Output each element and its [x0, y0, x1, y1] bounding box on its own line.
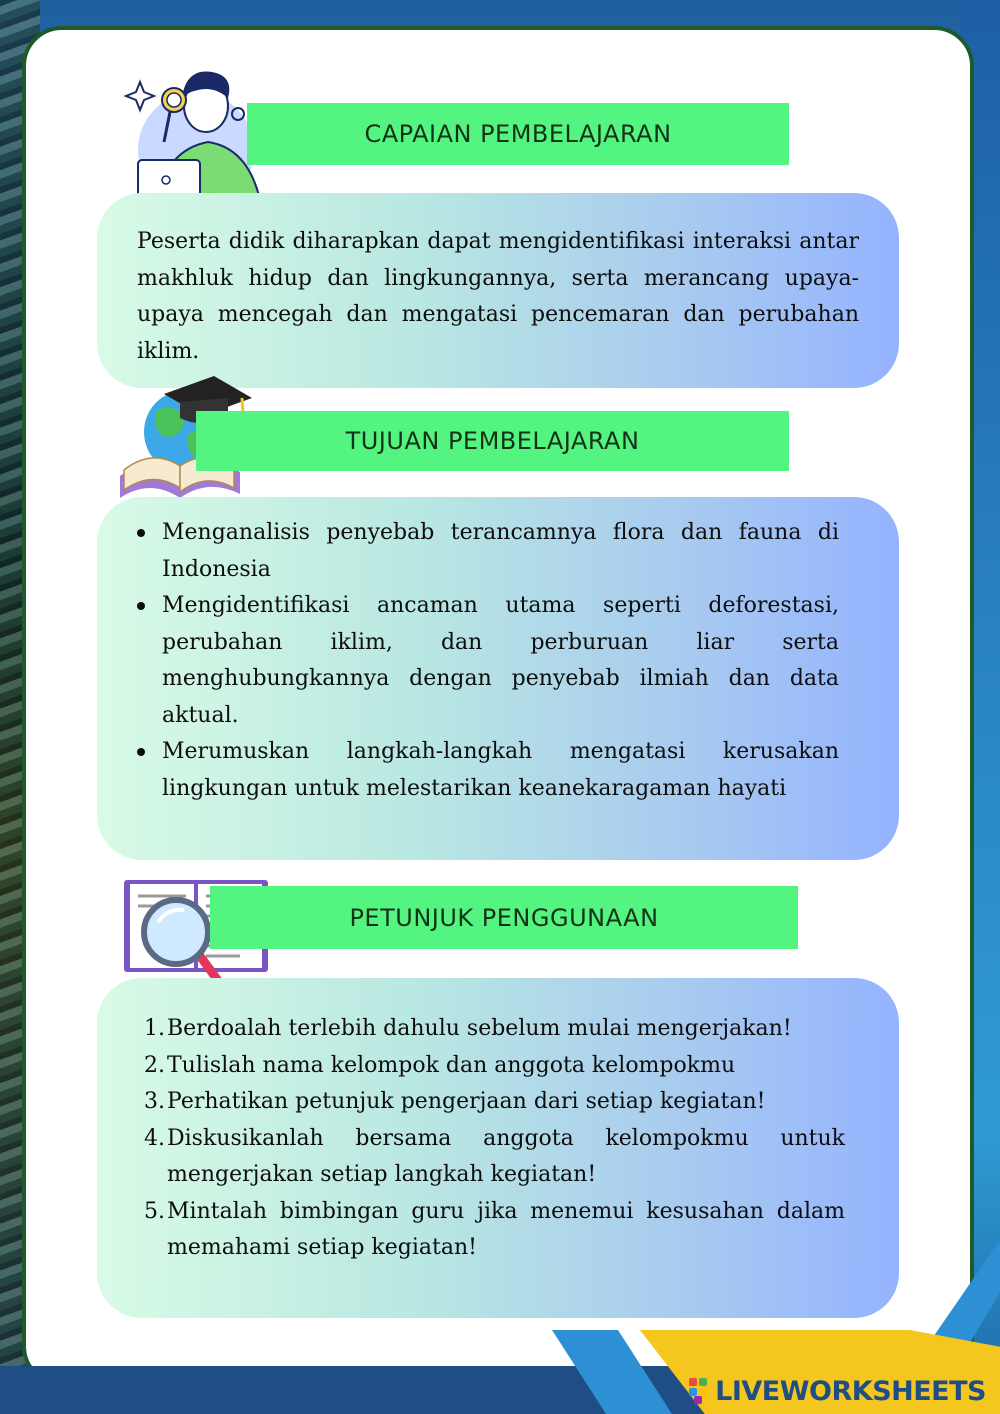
capaian-text: Peserta didik diharapkan dapat mengidentifikasi interaksi antar makhluk hidup dan lingkungannya, serta merancang upaya-upaya mencegah dan mengatasi pencemaran dan perubahan iklim. [137, 229, 859, 364]
step-number: 2. [144, 1052, 165, 1078]
section-header-tujuan: TUJUAN PEMBELAJARAN [196, 411, 789, 471]
step-text: Berdoalah terlebih dahulu sebelum mulai mengerjakan! [167, 1016, 792, 1041]
panel-tujuan [97, 497, 899, 860]
liveworksheets-brand[interactable] [689, 1374, 986, 1408]
liveworksheets-logo-icon [689, 1378, 709, 1404]
list-item: Merumuskan langkah-langkah mengatasi kerusakan lingkungan untuk melestarikan keanekaragaman hayati [135, 734, 839, 807]
step-text: Mintalah bimbingan guru jika menemui kesusahan dalam memahami setiap kegiatan! [167, 1198, 845, 1260]
panel-capaian [97, 193, 899, 388]
tujuan-list [135, 515, 839, 807]
list-item [145, 1048, 845, 1085]
step-text: Diskusikanlah bersama anggota kelompokmu untuk mengerjakan setiap langkah kegiatan! [167, 1125, 845, 1187]
step-number: 5. [144, 1198, 165, 1224]
list-item [145, 1194, 845, 1267]
step-number: 3. [144, 1089, 165, 1114]
step-text: Perhatikan petunjuk pengerjaan dari setiap kegiatan! [167, 1089, 766, 1114]
list-item [145, 1121, 845, 1194]
section-header-petunjuk: PETUNJUK PENGGUNAAN [210, 886, 798, 949]
step-text: Tulislah nama kelompok dan anggota kelompokmu [167, 1052, 736, 1078]
list-item [145, 1011, 845, 1048]
brand-name: LIVEWORKSHEETS [715, 1375, 986, 1407]
list-item: Mengidentifikasi ancaman utama seperti deforestasi, perubahan iklim, dan perburuan liar serta menghubungkannya dengan penyebab ilmiah dan data aktual. [135, 588, 839, 734]
panel-petunjuk [97, 978, 899, 1318]
petunjuk-list [145, 1011, 845, 1267]
list-item [145, 1084, 845, 1121]
step-number: 1. [144, 1016, 165, 1041]
step-number: 4. [144, 1125, 165, 1151]
section-header-capaian: CAPAIAN PEMBELAJARAN [247, 103, 789, 165]
list-item: Menganalisis penyebab terancamnya flora dan fauna di Indonesia [135, 515, 839, 588]
